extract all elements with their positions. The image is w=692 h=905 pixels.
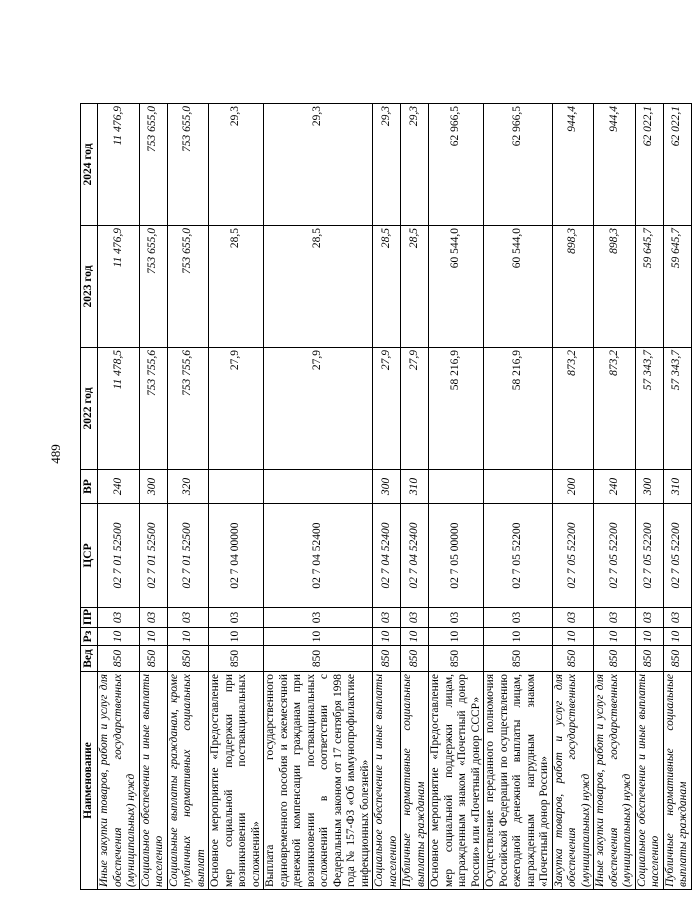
row-csr: 02 7 05 00000 [429, 504, 484, 608]
header-rz: Рз [81, 628, 98, 646]
row-rz: 10 [484, 628, 553, 646]
row-csr: 02 7 05 52200 [594, 504, 636, 608]
row-csr: 02 7 04 00000 [209, 504, 264, 608]
row-ved: 850 [209, 646, 264, 672]
row-name: Иные закупки товаров, работ и услуг для обеспечения государственных (муниципальных) нужд [594, 672, 636, 890]
row-2022: 753 755,6 [167, 348, 209, 470]
row-2022: 27,9 [264, 348, 373, 470]
row-vr [484, 470, 553, 504]
row-ved: 850 [98, 646, 140, 672]
table-row [209, 104, 264, 890]
row-pr: 03 [167, 608, 209, 628]
table-row [552, 104, 594, 890]
row-ved: 850 [139, 646, 167, 672]
table-row [264, 104, 373, 890]
table-header-row [81, 104, 98, 890]
row-name: Социальное обеспечение и иные выплаты населению [373, 672, 401, 890]
row-ved: 850 [484, 646, 553, 672]
budget-table-container [80, 104, 689, 890]
row-rz: 10 [139, 628, 167, 646]
table-row [98, 104, 140, 890]
row-name: Закупка товаров, работ и услуг для обеспечения государственных (муниципальных) нужд [552, 672, 594, 890]
row-2022: 27,9 [401, 348, 429, 470]
table-row [429, 104, 484, 890]
row-2022: 873,2 [552, 348, 594, 470]
row-name: Публичные нормативные социальные выплаты гражданам [663, 672, 691, 890]
header-csr: ЦСР [81, 504, 98, 608]
row-rz: 10 [429, 628, 484, 646]
row-csr: 02 7 04 52400 [401, 504, 429, 608]
row-pr: 03 [401, 608, 429, 628]
row-name: Иные закупки товаров, работ и услуг для обеспечения государственных (муниципальных) нужд [98, 672, 140, 890]
table-row [139, 104, 167, 890]
row-2024: 29,3 [264, 104, 373, 226]
row-2022: 27,9 [209, 348, 264, 470]
row-csr: 02 7 01 52500 [98, 504, 140, 608]
row-vr: 300 [373, 470, 401, 504]
row-ved: 850 [552, 646, 594, 672]
row-rz: 10 [209, 628, 264, 646]
row-vr: 320 [167, 470, 209, 504]
row-rz: 10 [98, 628, 140, 646]
row-2023: 59 645,7 [635, 226, 663, 348]
row-csr: 02 7 05 52200 [484, 504, 553, 608]
row-2022: 58 216,9 [429, 348, 484, 470]
row-csr: 02 7 05 52200 [635, 504, 663, 608]
row-2023: 28,5 [209, 226, 264, 348]
row-name: Основное мероприятие «Предоставление мер социальной поддержки лицам, награжденным знаком «Почетный донор России» или «Почетный донор СССР» [429, 672, 484, 890]
row-vr [429, 470, 484, 504]
row-name: Публичные нормативные социальные выплаты гражданам [401, 672, 429, 890]
row-2022: 57 343,7 [663, 348, 691, 470]
row-name: Основное мероприятие «Предоставление мер социальной поддержки при возникновении поствакцинальных осложнений» [209, 672, 264, 890]
row-ved: 850 [373, 646, 401, 672]
row-2024: 62 966,5 [429, 104, 484, 226]
row-pr: 03 [98, 608, 140, 628]
row-vr: 300 [635, 470, 663, 504]
row-rz: 10 [401, 628, 429, 646]
table-row [635, 104, 663, 890]
table-row [167, 104, 209, 890]
row-2024: 62 022,1 [663, 104, 691, 226]
row-2024: 29,3 [373, 104, 401, 226]
row-2023: 753 655,0 [139, 226, 167, 348]
row-2024: 753 655,0 [167, 104, 209, 226]
row-name: Выплата государственного единовременного пособия и ежемесячной денежной компенсации гражданам при возникновении поствакцинальных осложнений в соответствии с Федеральным законом от 17 сентября 1998 года № 157-ФЗ «Об иммунопрофилактике инфекционных болезней» [264, 672, 373, 890]
table-row [401, 104, 429, 890]
row-2024: 753 655,0 [139, 104, 167, 226]
row-pr: 03 [484, 608, 553, 628]
row-2024: 29,3 [209, 104, 264, 226]
row-pr: 03 [209, 608, 264, 628]
row-pr: 03 [373, 608, 401, 628]
row-pr: 03 [264, 608, 373, 628]
row-2023: 28,5 [264, 226, 373, 348]
row-ved: 850 [167, 646, 209, 672]
row-pr: 03 [139, 608, 167, 628]
row-2022: 57 343,7 [635, 348, 663, 470]
header-pr: ПР [81, 608, 98, 628]
header-ved: Вед [81, 646, 98, 672]
table-row [373, 104, 401, 890]
row-vr: 200 [552, 470, 594, 504]
row-2022: 11 478,5 [98, 348, 140, 470]
row-pr: 03 [552, 608, 594, 628]
row-2024: 944,4 [594, 104, 636, 226]
row-name: Социальное обеспечение и иные выплаты населению [139, 672, 167, 890]
row-2022: 58 216,9 [484, 348, 553, 470]
row-2022: 753 755,6 [139, 348, 167, 470]
row-pr: 03 [663, 608, 691, 628]
row-ved: 850 [429, 646, 484, 672]
header-vr: ВР [81, 470, 98, 504]
row-vr: 240 [98, 470, 140, 504]
page-number: 489 [48, 444, 63, 464]
row-2023: 898,3 [594, 226, 636, 348]
row-vr: 310 [401, 470, 429, 504]
row-2023: 898,3 [552, 226, 594, 348]
row-vr [209, 470, 264, 504]
row-vr: 310 [663, 470, 691, 504]
row-pr: 03 [429, 608, 484, 628]
row-ved: 850 [264, 646, 373, 672]
row-2024: 944,4 [552, 104, 594, 226]
table-row [484, 104, 553, 890]
row-2024: 62 966,5 [484, 104, 553, 226]
row-2023: 11 476,9 [98, 226, 140, 348]
row-2022: 27,9 [373, 348, 401, 470]
row-csr: 02 7 05 52200 [552, 504, 594, 608]
row-rz: 10 [373, 628, 401, 646]
row-ved: 850 [635, 646, 663, 672]
row-csr: 02 7 05 52200 [663, 504, 691, 608]
row-name: Социальное обеспечение и иные выплаты населению [635, 672, 663, 890]
row-rz: 10 [594, 628, 636, 646]
row-2023: 753 655,0 [167, 226, 209, 348]
row-pr: 03 [635, 608, 663, 628]
row-csr: 02 7 01 52500 [167, 504, 209, 608]
row-vr: 300 [139, 470, 167, 504]
row-csr: 02 7 04 52400 [373, 504, 401, 608]
row-rz: 10 [552, 628, 594, 646]
budget-table [80, 103, 692, 890]
row-ved: 850 [663, 646, 691, 672]
row-2024: 11 476,9 [98, 104, 140, 226]
row-pr: 03 [594, 608, 636, 628]
row-rz: 10 [635, 628, 663, 646]
row-name: Осуществление переданного полномочия Российской Федерации по осуществлению ежегодной денежной выплаты лицам, награжденным нагрудным знаком «Почетный донор России» [484, 672, 553, 890]
row-ved: 850 [594, 646, 636, 672]
header-2022: 2022 год [81, 348, 98, 470]
row-2024: 62 022,1 [635, 104, 663, 226]
row-rz: 10 [264, 628, 373, 646]
row-2023: 60 544,0 [429, 226, 484, 348]
row-2023: 28,5 [401, 226, 429, 348]
row-csr: 02 7 01 52500 [139, 504, 167, 608]
row-2024: 29,3 [401, 104, 429, 226]
header-name: Наименование [81, 672, 98, 890]
row-name: Социальные выплаты гражданам, кроме публичных нормативных социальных выплат [167, 672, 209, 890]
row-ved: 850 [401, 646, 429, 672]
row-vr [264, 470, 373, 504]
header-2023: 2023 год [81, 226, 98, 348]
row-rz: 10 [663, 628, 691, 646]
row-csr: 02 7 04 52400 [264, 504, 373, 608]
row-2023: 28,5 [373, 226, 401, 348]
row-2022: 873,2 [594, 348, 636, 470]
row-vr: 240 [594, 470, 636, 504]
header-2024: 2024 год [81, 104, 98, 226]
table-row [594, 104, 636, 890]
row-rz: 10 [167, 628, 209, 646]
table-row [663, 104, 691, 890]
row-2023: 60 544,0 [484, 226, 553, 348]
row-2023: 59 645,7 [663, 226, 691, 348]
